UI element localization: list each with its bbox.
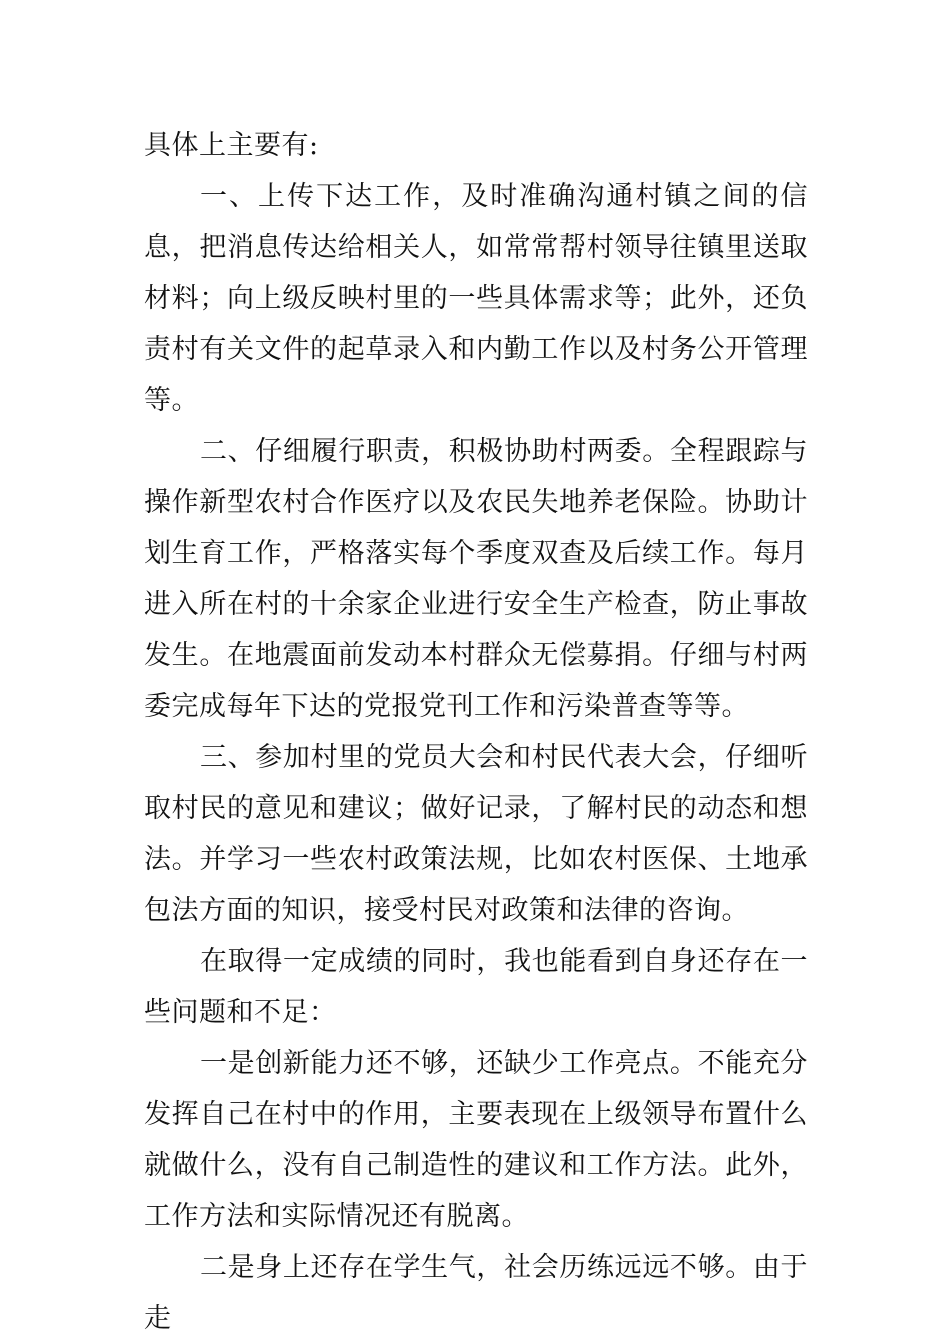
paragraph-item-3: 三、参加村里的党员大会和村民代表大会，仔细听取村民的意见和建议；做好记录，了解村民的动态和想法。并学习一些农村政策法规，比如农村医保、土地承包法方面的知识，接受村民对政策和法律的咨询。 [144, 742, 808, 926]
paragraph-item-1: 一、上传下达工作，及时准确沟通村镇之间的信息，把消息传达给相关人，如常常帮村领导往镇里送取材料；向上级反映村里的一些具体需求等；此外，还负责村有关文件的起草录入和内勤工作以及村务公开管理等。 [144, 181, 808, 416]
paragraph-intro: 具体上主要有: [144, 130, 319, 161]
paragraph-item-2: 二、仔细履行职责，积极协助村两委。全程跟踪与操作新型农村合作医疗以及农民失地养老保险。协助计划生育工作，严格落实每个季度双查及后续工作。每月进入所在村的十余家企业进行安全生产检查，防止事故发生。在地震面前发动本村群众无偿募捐。仔细与村两委完成每年下达的党报党刊工作和污染普查等等。 [144, 436, 808, 722]
document-page [144, 120, 808, 1344]
paragraph-problem-1: 一是创新能力还不够，还缺少工作亮点。不能充分发挥自己在村中的作用，主要表现在上级领导布置什么就做什么，没有自己制造性的建议和工作方法。此外，工作方法和实际情况还有脱离。 [144, 1048, 808, 1232]
paragraph-problems-intro: 在取得一定成绩的同时，我也能看到自身还存在一些问题和不足： [144, 946, 808, 1028]
paragraph-problem-2: 二是身上还存在学生气，社会历练远远不够。由于走 [144, 1252, 808, 1334]
